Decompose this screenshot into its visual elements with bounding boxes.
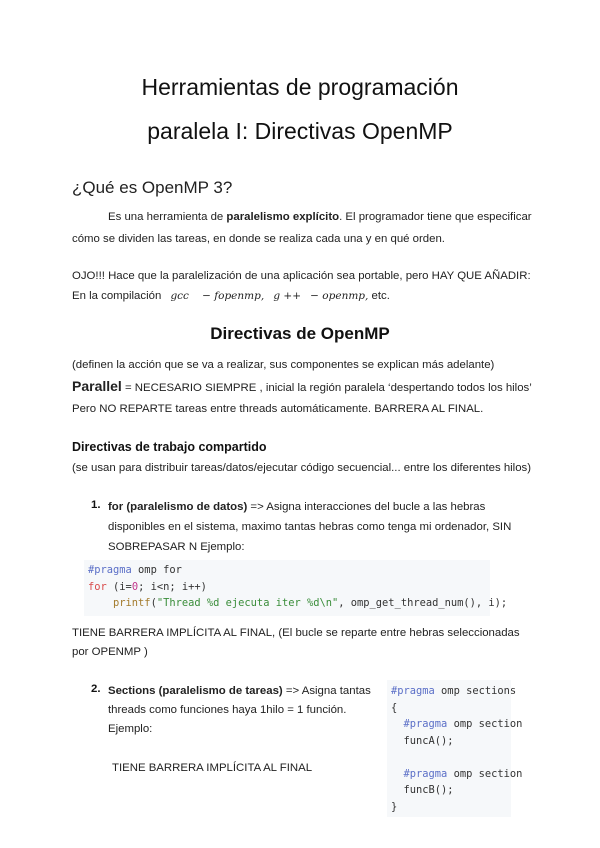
item-1-line-2: disponibles en el sistema, maximo tantas hebras como tenga mi ordenador, SIN — [108, 521, 512, 533]
etc-text: etc. — [368, 290, 390, 302]
item-2-number: 2. — [91, 683, 101, 695]
intro-paragraph-line-2: cómo se dividen las tareas, en donde se realiza cada una y en qué orden. — [72, 233, 445, 245]
code-string: "Thread %d ejecuta iter %d\n" — [156, 597, 339, 609]
item-1-line-3: SOBREPASAR N Ejemplo: — [108, 541, 245, 553]
item-1-after-line-2: por OPENMP ) — [72, 646, 148, 658]
code-keyword-for: for — [88, 580, 107, 593]
item-1-title: for (paralelismo de datos) — [108, 501, 248, 513]
intro-bold-term: paralelismo explícito — [226, 211, 340, 223]
code-pragma: #pragma — [391, 685, 435, 697]
item-1-after-line-1: TIENE BARRERA IMPLÍCITA AL FINAL, (El bucle se reparte entre hebras seleccionadas — [72, 627, 520, 639]
warning-line-2 — [72, 288, 390, 304]
code-number: 0 — [131, 580, 139, 593]
code-text: omp sections — [434, 685, 517, 697]
item-2-line-2: threads como funciones haya 1hilo = 1 función. — [108, 704, 347, 716]
code-text: omp section — [447, 718, 523, 730]
intro-paragraph-line-1 — [108, 209, 532, 225]
code-call-funcB: funcB(); — [403, 784, 454, 796]
directivas-heading: Directivas de OpenMP — [210, 324, 390, 343]
code-text: (i= — [106, 580, 132, 593]
item-2-line-3: Ejemplo: — [108, 723, 153, 735]
item-2-line-1 — [108, 683, 371, 699]
code-brace-close: } — [391, 800, 398, 813]
question-heading: ¿Qué es OpenMP 3? — [72, 178, 233, 197]
title-line-1: Herramientas de programación — [141, 74, 459, 100]
trabajo-heading: Directivas de trabajo compartido — [72, 440, 267, 454]
code-pragma: #pragma — [403, 767, 448, 780]
item-1-text: => Asigna interacciones del bucle a las hebras — [247, 501, 486, 513]
item-1-number: 1. — [91, 499, 101, 511]
item-1-line-1 — [108, 499, 485, 515]
code-text: omp section — [447, 767, 523, 780]
code-text: , omp_get_thread_num(), i); — [338, 597, 508, 609]
code-block-for — [84, 560, 508, 616]
intro-text: Es una herramienta de — [108, 211, 227, 223]
item-2-title: Sections (paralelismo de tareas) — [108, 685, 283, 697]
parallel-line-2: Pero NO REPARTE tareas entre threads automáticamente. BARRERA AL FINAL. — [72, 403, 484, 415]
math-gcc: gcc — [170, 290, 189, 302]
code-function: printf — [113, 597, 151, 609]
parallel-line-1 — [72, 378, 532, 396]
code-text: ; i<n; i++) — [138, 580, 207, 593]
item-2-barrier: TIENE BARRERA IMPLÍCITA AL FINAL — [112, 762, 313, 774]
math-gpp: g ++ — [273, 290, 301, 302]
compile-text: En la compilación — [72, 290, 162, 302]
trabajo-note: (se usan para distribuir tareas/datos/ejecutar código secuencial... entre los diferentes hilos) — [72, 462, 532, 474]
code-pragma: #pragma — [88, 564, 132, 576]
intro-text-rest: . El programador tiene que especificar — [339, 211, 532, 223]
math-fopenmp: − fopenmp, — [202, 290, 265, 302]
parallel-description: = NECESARIO SIEMPRE , inicial la región paralela ‘despertando todos los hilos’ — [121, 382, 532, 394]
code-brace-open: { — [391, 701, 398, 714]
title-line-2: paralela I: Directivas OpenMP — [147, 118, 453, 144]
code-pragma: #pragma — [403, 718, 448, 730]
code-call-funcA: funcA(); — [403, 734, 454, 747]
code-text: omp for — [131, 564, 182, 576]
warning-line-1: OJO!!! Hace que la paralelización de una aplicación sea portable, pero HAY QUE AÑADIR: — [72, 270, 531, 282]
code-block-sections — [387, 680, 523, 817]
item-2-text: => Asigna tantas — [282, 685, 371, 697]
directivas-note: (definen la acción que se va a realizar, sus componentes se explican más adelante) — [72, 359, 495, 371]
code-text: ( — [150, 597, 157, 609]
parallel-keyword: Parallel — [72, 378, 122, 394]
math-openmp: − openmp, — [310, 290, 369, 302]
